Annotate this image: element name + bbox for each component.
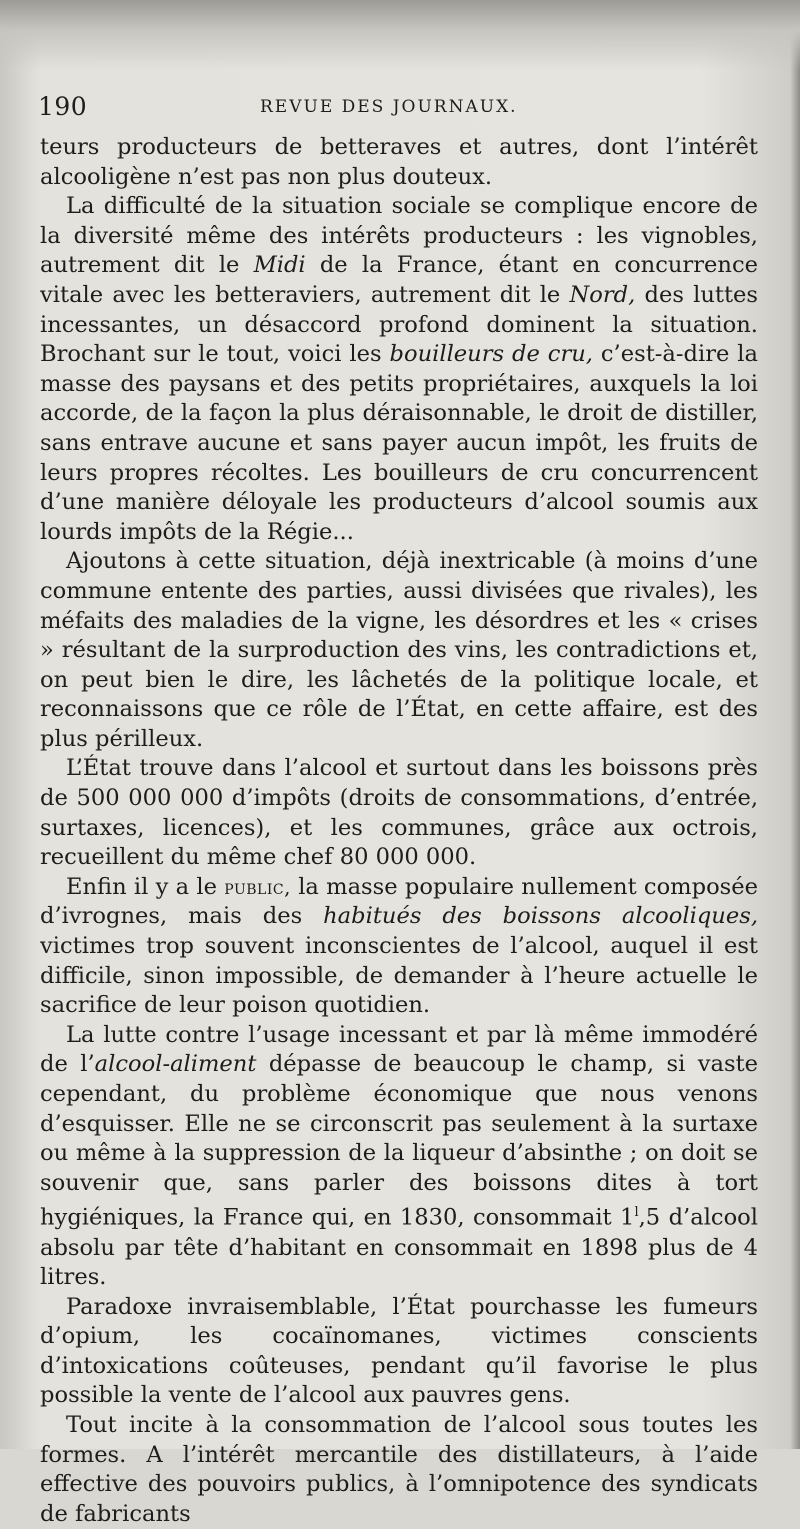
- paragraph-etat-impots: L’État trouve dans l’alcool et surtout dans les boissons près de 500 000 000 d’impôts (droits de consommations, d’entrée, surtaxes, licences), et les communes, grâce aux octrois, recueillent du même chef 80 000 000.: [40, 755, 758, 871]
- paragraph-public: [40, 873, 758, 1021]
- body-text: [40, 133, 758, 1529]
- text-run: la masse populaire nullement composée d’ivrognes, mais des: [40, 873, 759, 930]
- text-run: La difficulté de la situation sociale se complique encore de la diversité même des intérêts producteurs : les vignobles, autrement dit le: [40, 193, 758, 279]
- text-run: dépasse de beaucoup le champ, si vaste cependant, du problème économique que nous venons d’esquisser. Elle ne se circonscrit pas seulement à la surtaxe ou même à la suppression de la liqueur d’absinthe ; on doit se souvenir que, sans parler des boissons dites à tort hygiéniques, la France qui, en 1830, consommait 1: [40, 1051, 758, 1231]
- text-run: La lutte contre l’usage incessant et par là même immodéré de l’: [40, 1021, 758, 1078]
- text-run: victimes trop souvent inconscientes de l’alcool, auquel il est difficile, sinon impossible, de demander à l’heure actuelle le sacrifice de leur poison quotidien.: [40, 933, 758, 1019]
- text-run: ,5 d’alcool absolu par tête d’habitant en consommait en 1898 plus de 4 litres.: [40, 1204, 759, 1291]
- paragraph-continuation: teurs producteurs de betteraves et autres, dont l’intérêt alcooligène n’est pas non plus douteux.: [40, 134, 758, 190]
- paragraph-paradoxe: Paradoxe invraisemblable, l’État pourchasse les fumeurs d’opium, les cocaïnomanes, victimes conscients d’intoxications coûteuses, pendant qu’il favorise le plus possible la vente de l’alcool aux pauvres gens.: [40, 1293, 758, 1409]
- italic-habitues: habitués des boissons alcooliques,: [323, 903, 759, 930]
- paragraph-tout-incite: Tout incite à la consommation de l’alcool sous toutes les formes. A l’intérêt mercantile des distillateurs, à l’aide effective des pouvoirs publics, à l’omnipotence des syndicats de fabricants: [40, 1412, 758, 1527]
- superscript-litre: l: [634, 1205, 639, 1221]
- italic-nord: Nord,: [569, 281, 636, 308]
- text-run: de la France, étant en concurrence vitale avec les betteraviers, autrement dit le: [40, 252, 758, 308]
- paragraph-social-difficulty: [40, 192, 758, 547]
- paragraph-lutte: [40, 1021, 758, 1293]
- text-run: des luttes incessantes, un désaccord profond dominent la situation. Brochant sur le tout, voici les: [40, 281, 759, 368]
- italic-alcool-aliment: alcool-aliment: [94, 1051, 257, 1078]
- paragraph-ajoutons: Ajoutons à cette situation, déjà inextricable (à moins d’une commune entente des parties, aussi divisées que rivales), les méfaits des maladies de la vigne, les désordres et les « crises » résultant de la surproduction des vins, les contradictions et, on peut bien le dire, les lâchetés de la politique locale, et reconnaissons que ce rôle de l’État, en cette affaire, est des plus périlleux.: [40, 548, 758, 752]
- italic-midi: Midi: [253, 252, 306, 279]
- text-run: c’est-à-dire la masse des paysans et des petits propriétaires, auxquels la loi accorde, de la façon la plus déraisonnable, le droit de distiller, sans entrave aucune et sans payer aucun impôt, les fruits de leurs propres récoltes. Les bouilleurs de cru concurrencent d’une manière déloyale les producteurs d’alcool soumis aux lourds impôts de la Régie...: [40, 341, 758, 545]
- page-number: 190: [38, 92, 88, 121]
- running-head: REVUE DES JOURNAUX.: [260, 97, 518, 117]
- page-header: [38, 92, 758, 124]
- italic-bouilleurs: bouilleurs de cru,: [389, 341, 593, 368]
- small-caps-public: public,: [224, 874, 291, 899]
- text-run: Enfin il y a le: [66, 873, 225, 900]
